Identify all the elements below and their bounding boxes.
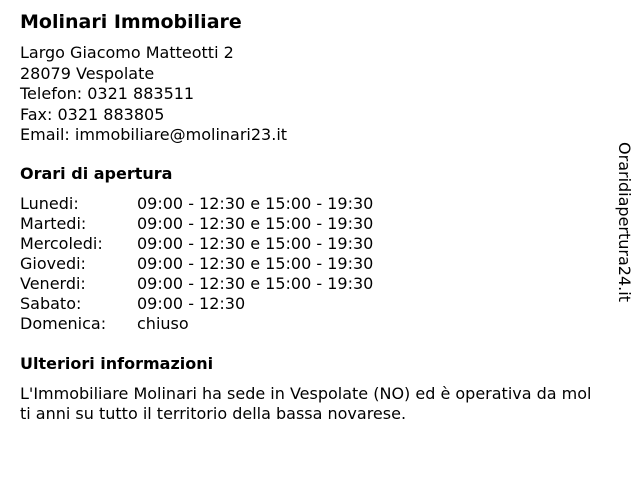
additional-info-heading: Ulteriori informazioni <box>20 354 214 373</box>
hours-time: chiuso <box>137 314 189 333</box>
hours-day: Martedi: <box>20 214 87 233</box>
hours-day: Lunedi: <box>20 194 79 213</box>
email-address: Email: immobiliare@molinari23.it <box>20 125 288 144</box>
hours-time: 09:00 - 12:30 e 15:00 - 19:30 <box>137 254 374 273</box>
fax-number: Fax: 0321 883805 <box>20 104 165 124</box>
hours-day: Mercoledi: <box>20 234 103 253</box>
hours-day: Sabato: <box>20 294 82 313</box>
hours-time: 09:00 - 12:30 e 15:00 - 19:30 <box>137 234 374 253</box>
hours-time: 09:00 - 12:30 e 15:00 - 19:30 <box>137 214 374 233</box>
hours-time: 09:00 - 12:30 e 15:00 - 19:30 <box>137 274 374 293</box>
hours-day: Domenica: <box>20 314 107 333</box>
phone-number: Telefon: 0321 883511 <box>20 84 195 103</box>
brand-text: Oraridiapertura24.it <box>615 142 634 302</box>
additional-info-text: L'Immobiliare Molinari ha sede in Vespolate (NO) ed è operativa da molti anni su tutto il territorio della bassa novarese. <box>20 384 592 423</box>
opening-hours-heading: Orari di apertura <box>20 164 173 183</box>
contact-block <box>20 43 287 146</box>
hours-day: Venerdi: <box>20 274 86 293</box>
address-street: Largo Giacomo Matteotti 2 <box>20 43 234 62</box>
address-city: 28079 Vespolate <box>20 63 155 83</box>
hours-time: 09:00 - 12:30 e 15:00 - 19:30 <box>137 194 374 213</box>
hours-day: Giovedi: <box>20 254 86 273</box>
business-name: Molinari Immobiliare <box>20 11 242 33</box>
brand-watermark <box>613 134 635 310</box>
hours-time: 09:00 - 12:30 <box>137 294 246 313</box>
